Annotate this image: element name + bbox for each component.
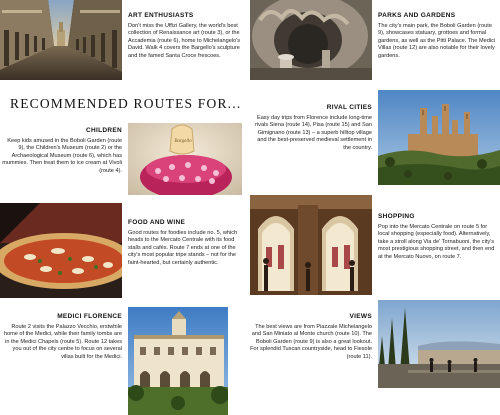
parks-gardens-body: The city's main park, the Boboli Garden (route 9), showcases statuary, grottoes and formal gardens, as well as the Pitti Palace. The Medici Villas (route 12) are also notable for their lovely gardens. bbox=[378, 23, 496, 59]
medici-florence-title: MEDICI FLORENCE bbox=[57, 313, 122, 320]
cake-label: Bargello bbox=[174, 139, 192, 144]
recommended-routes-heading: RECOMMENDED ROUTES FOR... bbox=[10, 96, 242, 111]
food-wine-body: Good routes for foodies include no. 5, which heads to the Mercato Centrale with its food stalls and cafés. Route 7 ends at one of the city's most popular tripe stands – not for the faint-hearted, but certainly authentic. bbox=[128, 230, 238, 266]
shopping-title: SHOPPING bbox=[378, 213, 415, 220]
shopping-body: Pop into the Mercato Centrale on route 5 for local shopping (especially food). Alternatively, take a stroll along Via de' Tornabuoni, the city's most prestigious shopping street, and then end at the Mercato Nuovo, on route 7. bbox=[378, 224, 495, 260]
pizza-photo bbox=[0, 203, 122, 298]
shopping-arcade-photo bbox=[250, 195, 372, 295]
cake-photo bbox=[128, 123, 242, 195]
views-body: The best views are from Piazzale Michelangelo and San Miniato al Monte church (route 10). The Boboli Garden (route 9) is also a great lookout. For splendid Tuscan countryside, head to Fiesole (route 11). bbox=[250, 324, 372, 360]
uffizi-gallery-photo bbox=[0, 0, 122, 80]
parks-gardens-title: PARKS AND GARDENS bbox=[378, 12, 456, 19]
views-title: VIEWS bbox=[349, 313, 372, 320]
food-wine-title: FOOD AND WINE bbox=[128, 219, 186, 226]
art-enthusiasts-body: Don't miss the Uffizi Gallery, the world's best collection of Renaissance art (route 3), or the Accademia (route 6), home to Michelangelo's David. Walk 4 covers the Bargello's sculpture and the famed Santa Croce frescoes. bbox=[128, 23, 241, 59]
art-enthusiasts-title: ART ENTHUSIASTS bbox=[128, 12, 194, 19]
florence-view-photo bbox=[378, 300, 500, 388]
boboli-grotto-photo bbox=[250, 0, 372, 80]
rival-cities-title: RIVAL CITIES bbox=[326, 104, 372, 111]
san-gimignano-photo bbox=[378, 90, 500, 185]
medici-florence-body: Route 2 visits the Palazzo Vecchio, erstwhile home of the Medici, while their family tombs are in the Medici Chapels (route 5). Route 12 takes you out of the city centre to focus on several villas built for the Medici. bbox=[3, 324, 122, 360]
children-title: CHILDREN bbox=[86, 127, 122, 134]
children-body: Keep kids amused in the Boboli Garden (route 9), the Children's Museum (route 2) or the Archaeological Museum (route 6), which has mummies. Then treat them to ice cream at Vivoli (route 4). bbox=[2, 138, 122, 174]
medici-villa-photo bbox=[128, 307, 228, 415]
rival-cities-body: Easy day trips from Florence include long-time rivals Siena (route 14), Pisa (route 15) and San Gimignano (route 13) – a superb hilltop village and the best-preserved medieval settlement in the country. bbox=[255, 115, 372, 151]
